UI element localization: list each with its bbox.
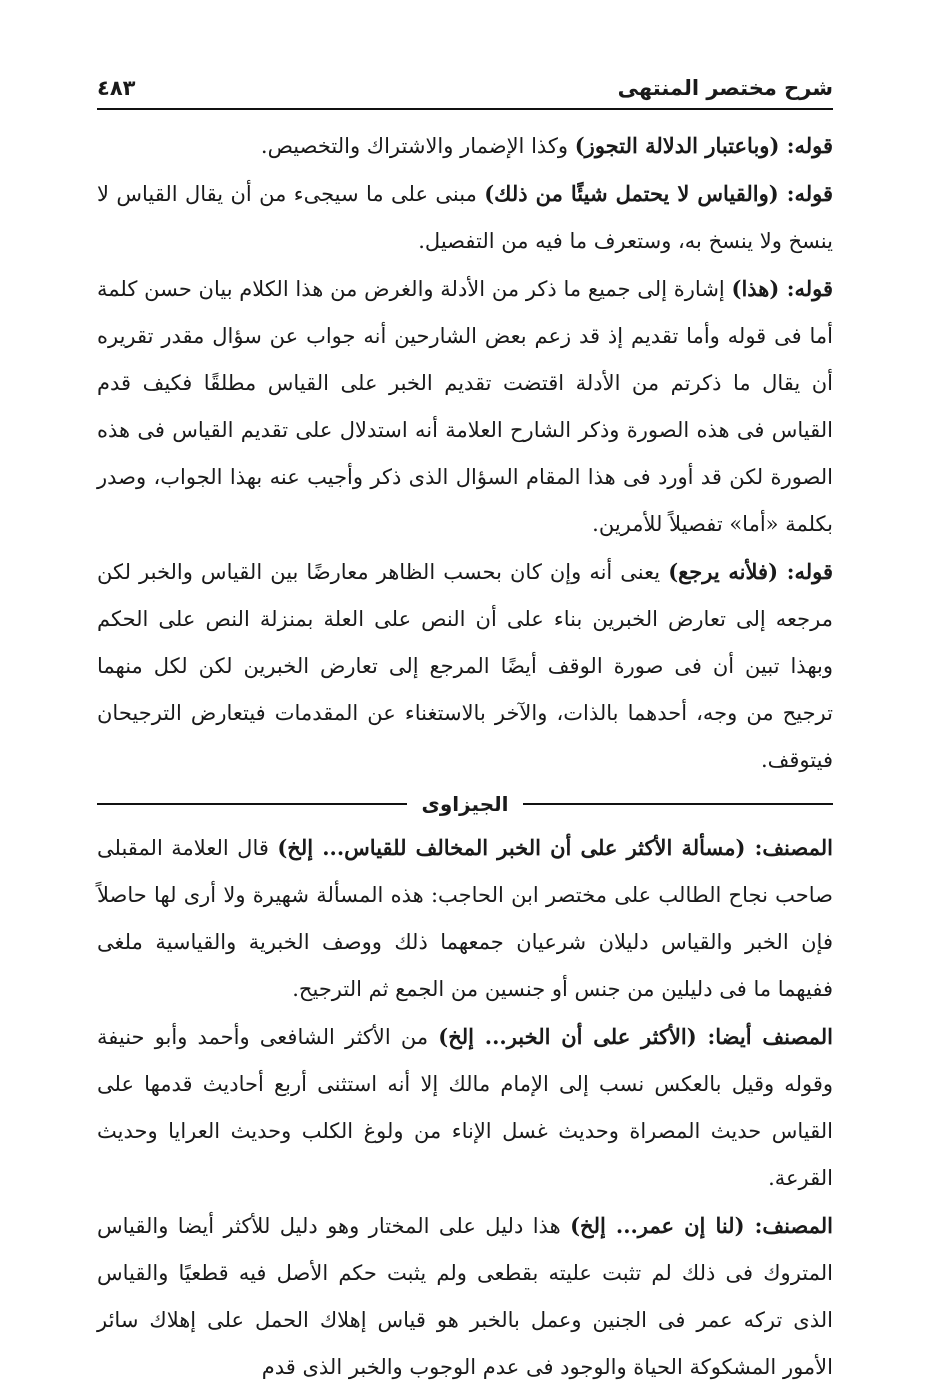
- book-title: شرح مختصر المنتهى: [617, 76, 833, 100]
- quoted-phrase: (هذا): [731, 276, 780, 301]
- quoted-phrase: (مسألة الأكثر على أن الخبر المخالف للقياس... إلخ): [277, 835, 746, 860]
- running-head: [97, 70, 833, 110]
- paragraph-lead: قوله:: [779, 276, 834, 301]
- quoted-phrase: (الأكثر على أن الخبر... إلخ): [438, 1024, 697, 1049]
- divider-label: الجيزاوى: [421, 791, 509, 816]
- paragraph-text: مبنى على ما سيجىء من أن يقال القياس لا ينسخ ولا ينسخ به، وستعرف ما فيه من التفصيل.: [97, 182, 833, 253]
- paragraph-text: إشارة إلى جميع ما ذكر من الأدلة والغرض من هذا الكلام بيان حسن كلمة أما فى قوله وأما تقديم إذ قد زعم بعض الشارحين أنه جواب عن سؤال مقدر تقريره أن يقال ما ذكرتم من الأدلة اقتضت تقديم الخبر على القياس مطلقًا فكيف قدم القياس فى هذه الصورة وذكر الشارح العلامة أنه استدلال على تقديم القياس فى هذه الصورة لكن قد أورد فى هذا المقام السؤال الذى ذكر وأجيب عنه بهذا الجواب، وصدر بكلمة «أما» تفصيلاً للأمرين.: [97, 277, 833, 536]
- paragraph-text: وكذا الإضمار والاشتراك والتخصيص.: [260, 134, 575, 158]
- section-divider: [97, 784, 833, 824]
- paragraph-lead: المصنف أيضا:: [696, 1024, 833, 1049]
- paragraph-lead: المصنف:: [745, 835, 833, 860]
- page-body: [97, 122, 833, 1391]
- quoted-phrase: (وباعتبار الدلالة التجوز): [574, 133, 780, 158]
- paragraph: [97, 265, 833, 548]
- paragraph: [97, 170, 833, 265]
- paragraph-text: من الأكثر الشافعى وأحمد وأبو حنيفة وقوله وقيل بالعكس نسب إلى الإمام مالك إلا أنه استثنى أربع أحاديث قدمها على القياس حديث المصراة وحديث غسل الإناء من ولوغ الكلب وحديث العرايا وحديث القرعة.: [97, 1025, 833, 1190]
- paragraph: [97, 1202, 833, 1391]
- paragraph-lead: قوله:: [778, 181, 834, 206]
- quoted-phrase: (لنا إن عمر... إلخ): [570, 1213, 745, 1238]
- divider-rule: [97, 803, 408, 805]
- paragraph: [97, 824, 833, 1013]
- divider-rule: [523, 803, 834, 805]
- paragraph: [97, 1013, 833, 1202]
- paragraph: [97, 122, 833, 170]
- paragraph-lead: قوله:: [778, 559, 833, 584]
- page-number: ٤٨٣: [97, 76, 136, 100]
- quoted-phrase: (فلأنه يرجع): [668, 559, 779, 584]
- paragraph-text: يعنى أنه وإن كان بحسب الظاهر معارضًا بين القياس والخبر لكن مرجعه إلى تعارض الخبرين بناء على أن النص على العلة بمنزلة النص على الحكم وبهذا تبين أن فى صورة الوقف أيضًا المرجع إلى تعارض الخبرين لكن لكل منهما ترجيح من وجه، أحدهما بالذات، والآخر بالاستغناء عن المقدمات فيتعارض الترجيحان فيتوقف.: [97, 560, 833, 772]
- paragraph-lead: المصنف:: [744, 1213, 833, 1238]
- quoted-phrase: (والقياس لا يحتمل شيئًا من ذلك): [484, 181, 779, 206]
- paragraph-text: هذا دليل على المختار وهو دليل للأكثر أيضا والقياس المتروك فى ذلك لم تثبت عليته بقطعى ولم يثبت حكم الأصل فيه قطعيًا والقياس الذى تركه عمر فى الجنين وعمل بالخبر هو قياس إهلاك الحمل على إهلاك سائر الأمور المشكوكة الحياة والوجود فى عدم الوجوب والخبر الذى قدم: [97, 1214, 833, 1379]
- paragraph-text: قال العلامة المقبلى صاحب نجاح الطالب على مختصر ابن الحاجب: هذه المسألة شهيرة ولا أرى لها حاصلاً فإن الخبر والقياس دليلان شرعيان جمعهما ذلك ووصف الخبرية والقياسية ملغى ففيهما ما فى دليلين من جنس أو جنسين من الجمع ثم الترجيح.: [97, 836, 833, 1001]
- paragraph: [97, 548, 833, 784]
- paragraph-lead: قوله:: [779, 133, 833, 158]
